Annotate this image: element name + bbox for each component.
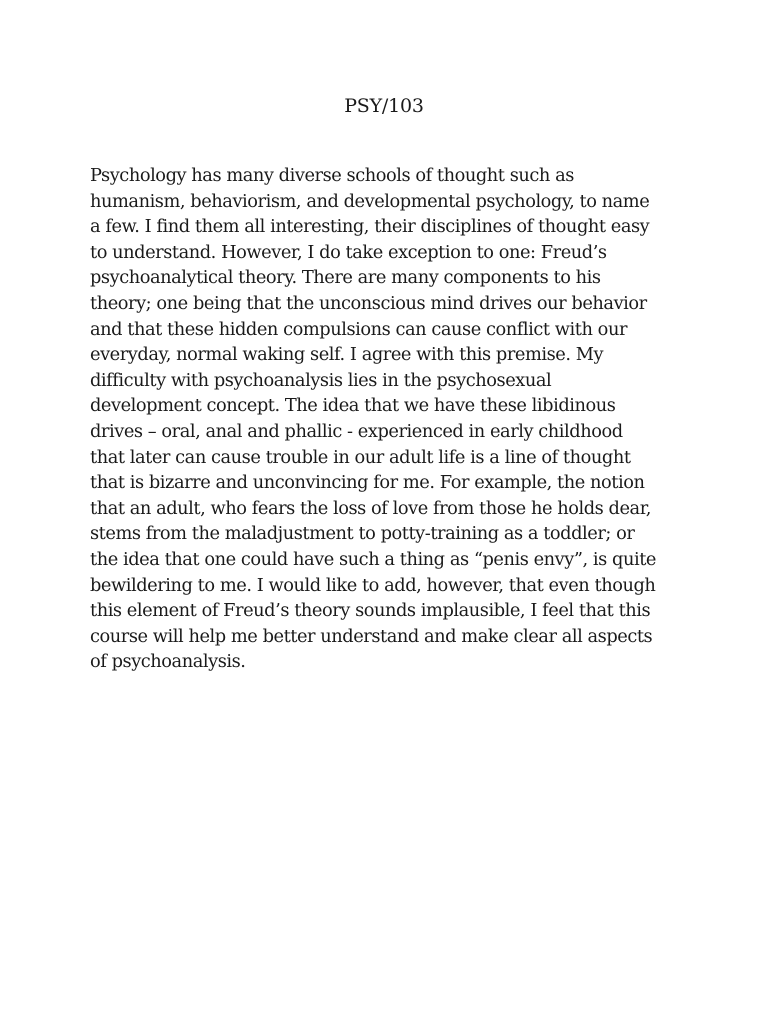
paragraph-line: to understand. However, I do take exception to one: Freud’s [90, 241, 607, 263]
paragraph-line: difficulty with psychoanalysis lies in the psychosexual [90, 369, 552, 391]
paragraph-line: Psychology has many diverse schools of thought such as [90, 165, 574, 186]
body-paragraph [90, 163, 690, 675]
paragraph-line: drives – oral, anal and phallic - experienced in early childhood [90, 420, 623, 442]
paragraph-line: that an adult, who fears the loss of love from those he holds dear, [90, 497, 651, 519]
paragraph-line: this element of Freud’s theory sounds implausible, I feel that this [90, 600, 651, 622]
paragraph-line: that later can cause trouble in our adult life is a line of thought [90, 446, 631, 468]
paragraph-line: humanism, behaviorism, and developmental psychology, to name [90, 190, 650, 212]
paragraph-line: psychoanalytical theory. There are many components to his [90, 267, 601, 289]
paragraph-line: everyday, normal waking self. I agree with this premise. My [90, 344, 604, 366]
paragraph-line: course will help me better understand and make clear all aspects [90, 625, 653, 647]
paragraph-line: the idea that one could have such a thing as “penis envy”, is quite [90, 548, 656, 570]
paragraph-line: of psychoanalysis. [90, 651, 246, 673]
paragraph-line: stems from the maladjustment to potty-training as a toddler; or [90, 523, 635, 545]
paragraph-line: theory; one being that the unconscious mind drives our behavior [90, 292, 647, 314]
paragraph-line: bewildering to me. I would like to add, however, that even though [90, 574, 656, 596]
paragraph-line: and that these hidden compulsions can cause conflict with our [90, 318, 627, 340]
document-title: PSY/103 [344, 95, 424, 117]
paragraph-line: development concept. The idea that we have these libidinous [90, 395, 616, 417]
paragraph-line: a few. I find them all interesting, their disciplines of thought easy [90, 216, 650, 238]
paragraph-line: that is bizarre and unconvincing for me. For example, the notion [90, 472, 645, 494]
